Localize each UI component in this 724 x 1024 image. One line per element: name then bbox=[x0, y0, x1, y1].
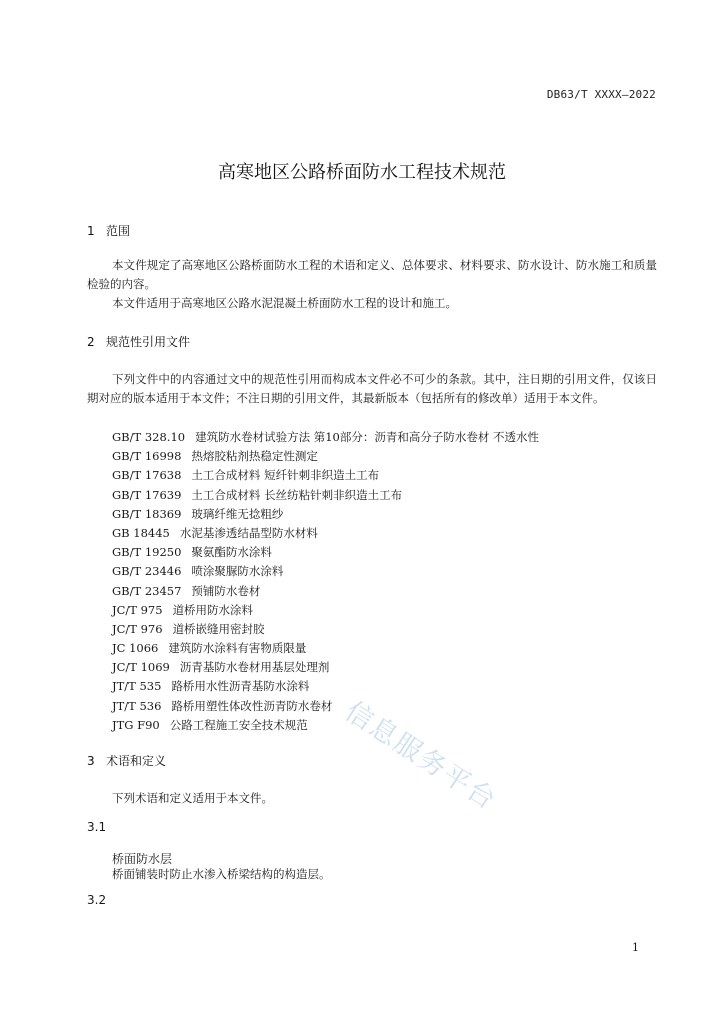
reference-code: GB/T 18369 bbox=[112, 506, 182, 521]
reference-code: GB/T 16998 bbox=[112, 449, 182, 464]
reference-item bbox=[112, 524, 539, 543]
reference-item bbox=[112, 601, 539, 620]
reference-title: 土工合成材料 短纤针刺非织造土工布 bbox=[191, 468, 380, 483]
section-title: 规范性引用文件 bbox=[106, 335, 191, 349]
term-number: 3.2 bbox=[87, 893, 107, 907]
reference-code: GB/T 23446 bbox=[112, 564, 182, 579]
reference-code: JT/T 535 bbox=[112, 679, 162, 694]
section-number: 1 bbox=[87, 224, 95, 238]
reference-code: GB 18445 bbox=[112, 525, 170, 540]
reference-code: JC/T 975 bbox=[112, 602, 163, 617]
section-title: 术语和定义 bbox=[106, 754, 167, 768]
reference-title: 预铺防水卷材 bbox=[191, 583, 261, 598]
page-number: 1 bbox=[632, 941, 639, 954]
section-title: 范围 bbox=[106, 224, 131, 238]
reference-item bbox=[112, 697, 539, 716]
reference-item bbox=[112, 562, 539, 581]
section-heading-terms bbox=[87, 752, 166, 769]
reference-title: 土工合成材料 长丝纺粘针刺非织造土工布 bbox=[191, 487, 403, 502]
reference-code: JTG F90 bbox=[112, 717, 160, 732]
reference-title: 道桥嵌缝用密封胶 bbox=[172, 621, 265, 636]
terms-intro-paragraph: 下列术语和定义适用于本文件。 bbox=[112, 791, 273, 805]
reference-code: GB/T 19250 bbox=[112, 545, 182, 560]
reference-code: GB/T 17638 bbox=[112, 468, 182, 483]
reference-item bbox=[112, 505, 539, 524]
reference-item bbox=[112, 677, 539, 696]
reference-title: 建筑防水涂料有害物质限量 bbox=[168, 641, 307, 656]
term-number: 3.1 bbox=[87, 820, 107, 834]
section-number: 2 bbox=[87, 335, 95, 349]
reference-item bbox=[112, 639, 539, 658]
reference-item bbox=[112, 486, 539, 505]
section-heading-scope bbox=[87, 222, 130, 239]
reference-title: 沥青基防水卷材用基层处理剂 bbox=[179, 660, 330, 675]
reference-title: 玻璃纤维无捻粗纱 bbox=[191, 506, 284, 521]
reference-title: 建筑防水卷材试验方法 第10部分：沥青和高分子防水卷材 不透水性 bbox=[195, 430, 540, 444]
section-heading-normative-references bbox=[87, 333, 190, 350]
scope-paragraph-2: 本文件适用于高寒地区公路水泥混凝土桥面防水工程的设计和施工。 bbox=[112, 296, 457, 310]
reference-code: GB/T 17639 bbox=[112, 487, 182, 502]
reference-item bbox=[112, 716, 539, 735]
reference-code: JT/T 536 bbox=[112, 698, 162, 713]
document-code: DB63/T XXXX—2022 bbox=[546, 88, 656, 101]
reference-title: 路桥用水性沥青基防水涂料 bbox=[171, 679, 310, 694]
reference-title: 喷涂聚脲防水涂料 bbox=[191, 564, 284, 579]
reference-item bbox=[112, 620, 539, 639]
reference-item bbox=[112, 543, 539, 562]
reference-title: 路桥用塑性体改性沥青防水卷材 bbox=[171, 698, 333, 713]
term-definition: 桥面铺装时防止水渗入桥梁结构的构造层。 bbox=[112, 867, 331, 881]
reference-title: 水泥基渗透结晶型防水材料 bbox=[179, 525, 318, 540]
scope-paragraph-1: 本文件规定了高寒地区公路桥面防水工程的术语和定义、总体要求、材料要求、防水设计、防水施工和质量检验的内容。 bbox=[87, 258, 657, 291]
reference-code: JC 1066 bbox=[112, 641, 159, 656]
reference-item bbox=[112, 582, 539, 601]
reference-item bbox=[112, 466, 539, 485]
reference-title: 道桥用防水涂料 bbox=[172, 602, 254, 617]
reference-title: 聚氨酯防水涂料 bbox=[191, 545, 272, 560]
reference-item bbox=[112, 447, 539, 466]
reference-item bbox=[112, 658, 539, 677]
section-number: 3 bbox=[87, 754, 95, 768]
reference-title: 热熔胶粘剂热稳定性测定 bbox=[191, 449, 318, 464]
document-title: 高寒地区公路桥面防水工程技术规范 bbox=[218, 162, 506, 183]
term-name: 桥面防水层 bbox=[112, 852, 173, 866]
reference-title: 公路工程施工安全技术规范 bbox=[169, 717, 308, 732]
reference-list bbox=[112, 428, 539, 735]
reference-code: GB/T 328.10 bbox=[112, 430, 186, 444]
reference-code: JC/T 1069 bbox=[112, 660, 170, 675]
reference-item bbox=[112, 428, 539, 447]
watermark-text: 信息服务平台 bbox=[339, 695, 503, 817]
reference-code: JC/T 976 bbox=[112, 621, 163, 636]
normative-intro-paragraph: 下列文件中的内容通过文中的规范性引用而构成本文件必不可少的条款。其中，注日期的引用文件，仅该日期对应的版本适用于本文件；不注日期的引用文件，其最新版本（包括所有的修改单）适用于本文件。 bbox=[87, 372, 657, 405]
reference-code: GB/T 23457 bbox=[112, 583, 182, 598]
